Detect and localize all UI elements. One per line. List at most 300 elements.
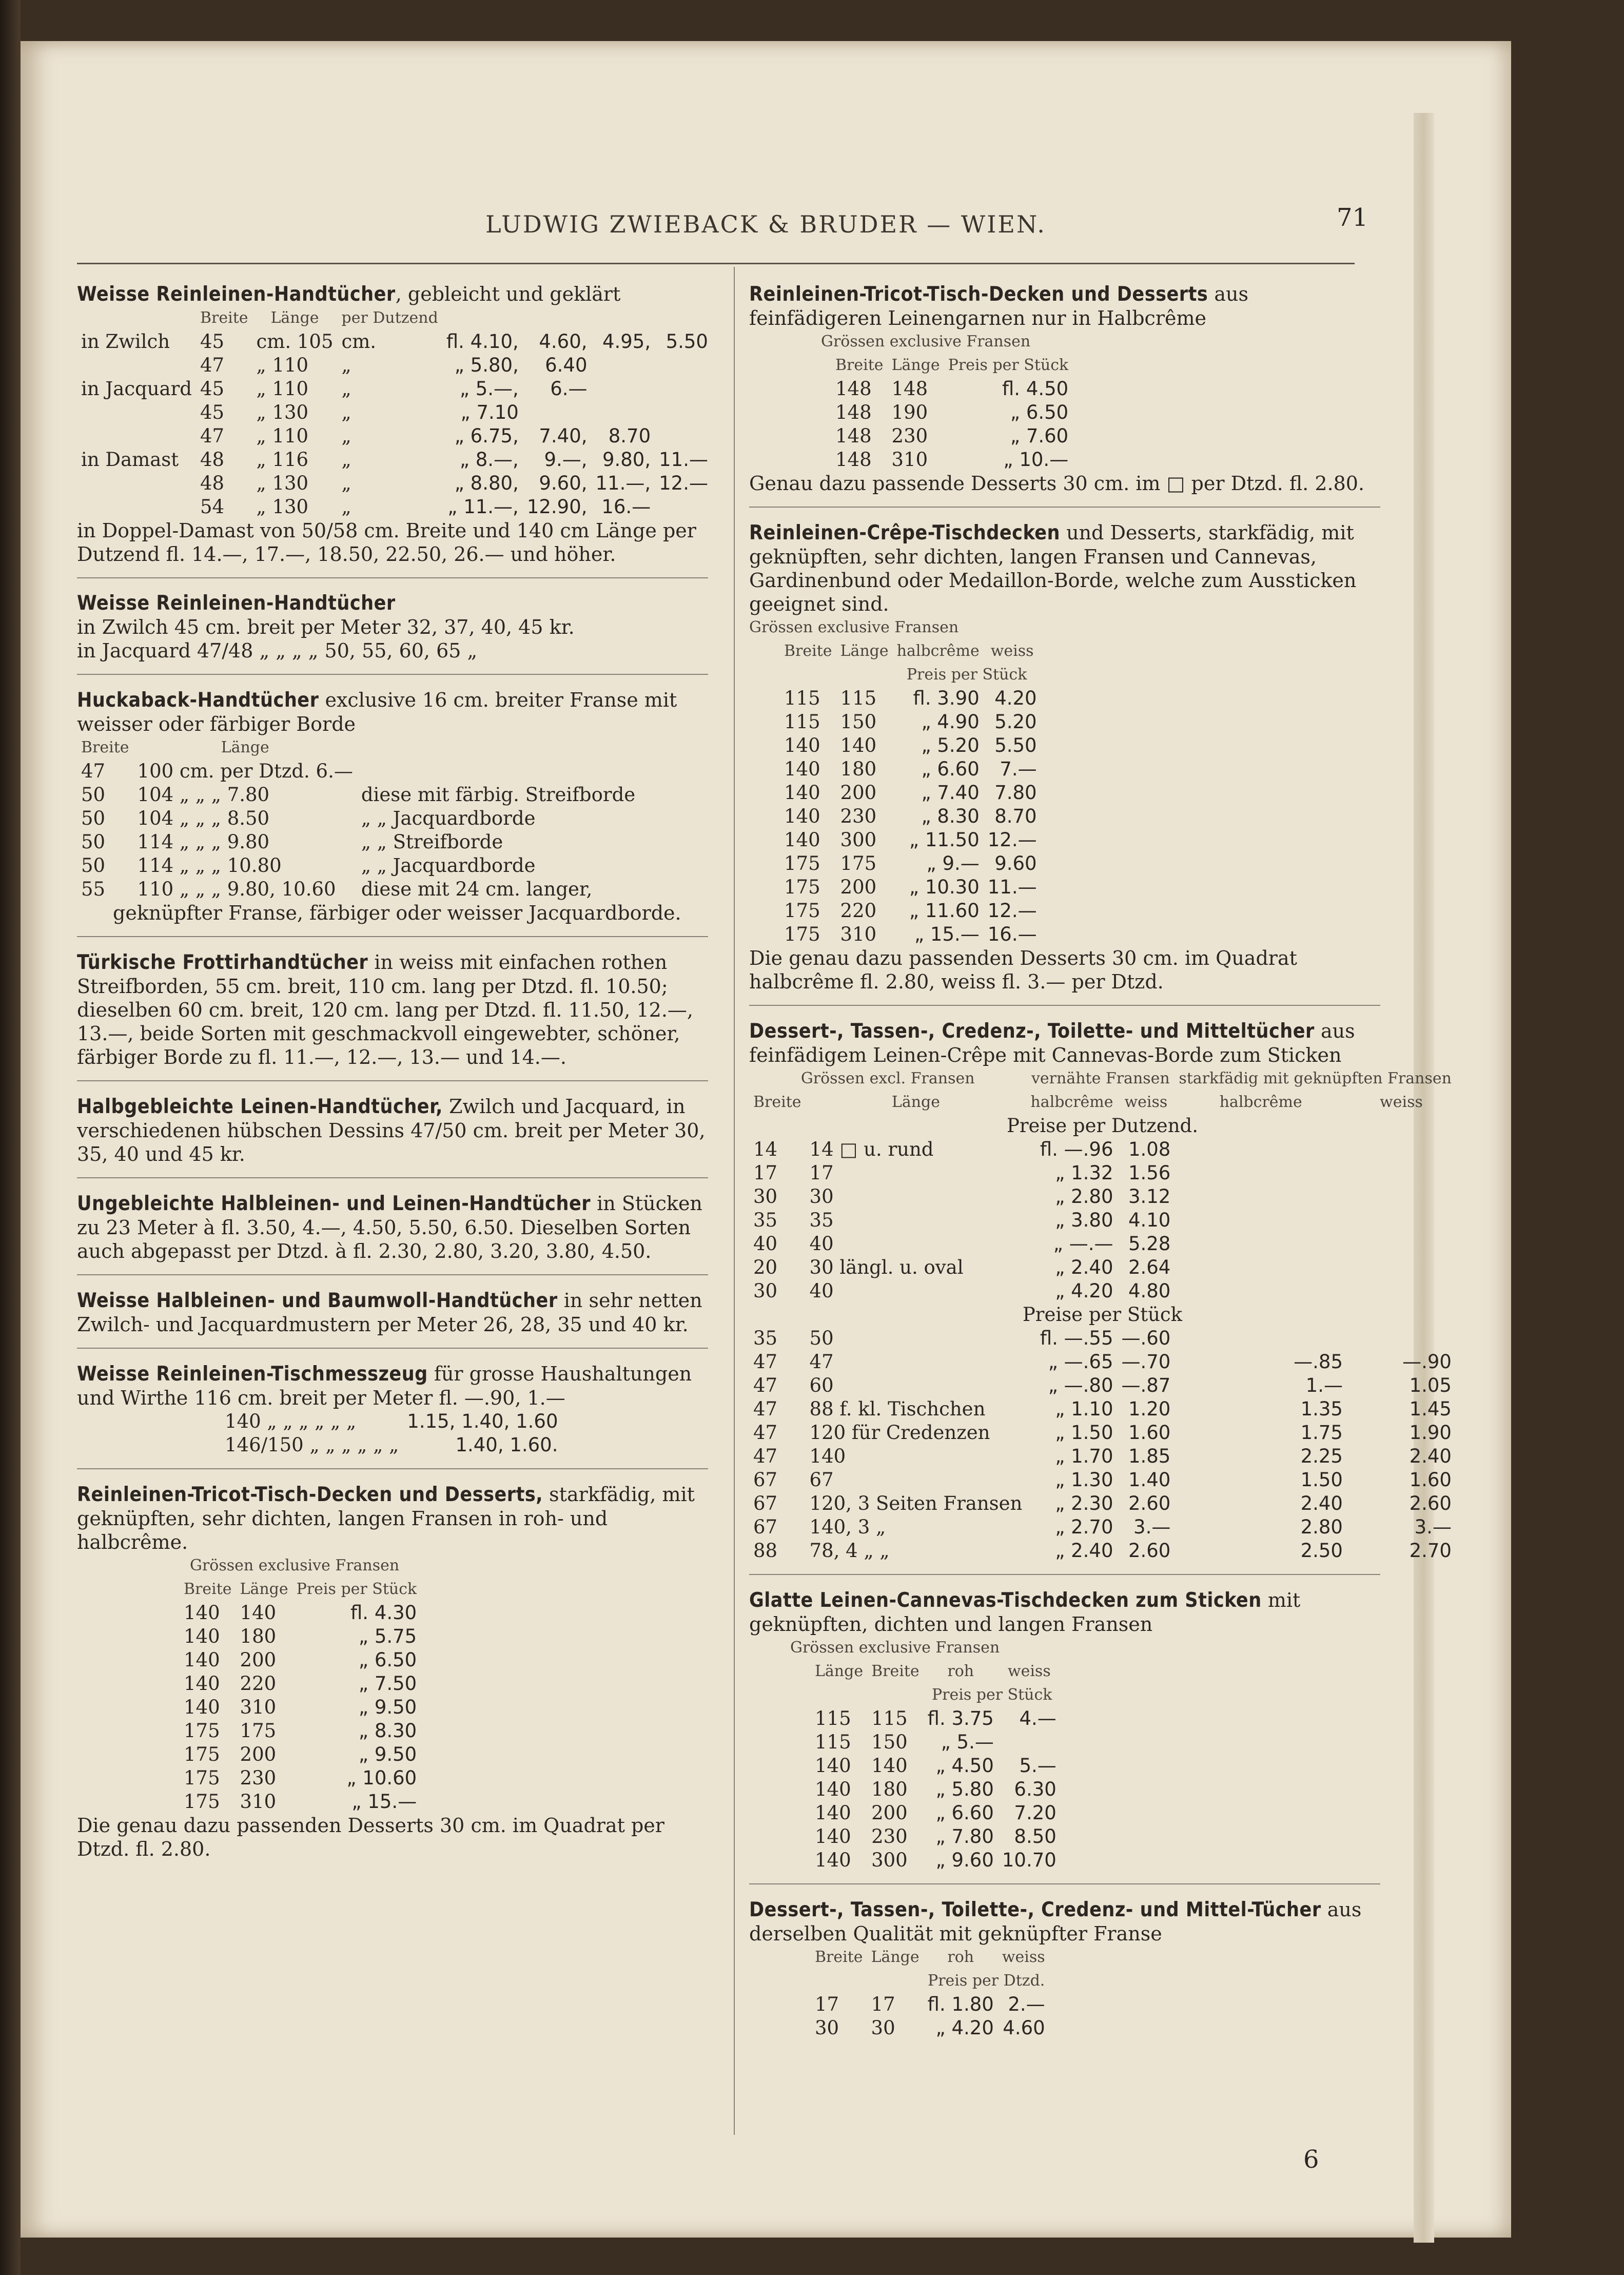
table-cell: „ —.— (1053, 1233, 1113, 1255)
table-cell: 9.60 (994, 852, 1037, 874)
table-cell: 47 (753, 1445, 778, 1467)
table-header (77, 306, 196, 330)
table-header: vernähte Fransen (1031, 1070, 1170, 1087)
table-row (749, 1421, 1456, 1445)
table-header: Länge (221, 738, 269, 756)
table-cell: „ 5.— (941, 1731, 994, 1753)
price-line: in Zwilch 45 cm. breit per Meter 32, 37, 40, 45 kr. (77, 616, 575, 638)
table-header: weiss (1124, 1093, 1168, 1111)
table-cell: 7.40, (539, 425, 588, 447)
section-dessert-tassen (749, 1019, 1452, 1575)
table-row (749, 1161, 1456, 1185)
table-cell: 148 (835, 378, 872, 400)
table-row (749, 1327, 1456, 1350)
table-cell: 140 (240, 1602, 277, 1624)
table-row (811, 1801, 1061, 1825)
table-cell: 47 (200, 354, 225, 376)
table-cell: 14 (753, 1138, 778, 1160)
table-cell (592, 354, 655, 377)
table-cell: „ 8.80, (454, 472, 519, 494)
table-cell: 148 (891, 378, 928, 400)
table-cell: 175 (784, 876, 820, 898)
table-row (780, 734, 1041, 757)
table-cell (655, 495, 712, 519)
table-caption: Preise per Dutzend. (1006, 1115, 1198, 1137)
group-label: in Damast (81, 449, 179, 471)
table-cell: „ 11.—, (447, 496, 519, 518)
table-cell: „ 2.40 (1055, 1540, 1113, 1562)
table-cell (836, 663, 893, 687)
table-caption: Grössen exclusive Fransen (821, 333, 1031, 351)
table-header: roh (947, 1948, 974, 1966)
table-cell: 5.50 (666, 330, 708, 353)
table-cell: 16.— (601, 496, 651, 518)
table-header-row (749, 1303, 1456, 1327)
table-cell: 140 (784, 829, 820, 851)
section-title: Glatte Leinen-Cannevas-Tischdecken zum Sticken (749, 1589, 1262, 1612)
table-cell: „ 5.75 (358, 1625, 417, 1647)
table-cell: „ 7.40 (921, 782, 980, 804)
section-subtitle: exclusive 16 cm. breiter Franse mit weisser oder färbiger Borde (77, 689, 677, 735)
table-cell: 47 (753, 1374, 778, 1396)
table-cell: „ 9.60 (935, 1849, 994, 1871)
table-cell (1347, 1138, 1456, 1161)
table-cell: 5.20 (994, 711, 1037, 733)
table-cell: 17 (753, 1162, 778, 1184)
table-cell (655, 377, 712, 401)
group-label (77, 401, 196, 424)
table-cell: „ (341, 425, 351, 447)
table-header: Breite (784, 642, 832, 660)
table-header: Breite (871, 1662, 919, 1680)
table-cell: 2.— (1008, 1993, 1045, 2015)
table-cell: „ 10.30 (909, 876, 980, 898)
table-cell (1175, 1138, 1347, 1161)
table-cell: 12.— (987, 900, 1037, 922)
table-cell: „ 6.60 (921, 758, 980, 780)
table-cell: 8.50 (1014, 1825, 1056, 1848)
table-cell: 2.25 (1300, 1445, 1343, 1467)
table-cell: 230 (840, 805, 877, 827)
table-cell: 175 (784, 852, 820, 874)
table-cell: 47 (753, 1398, 778, 1420)
table-header: Preis per Stück (906, 666, 1027, 684)
table-cell: 1.— (1305, 1374, 1343, 1396)
table-header: roh (947, 1662, 974, 1680)
table-cell: 2.60 (1128, 1540, 1171, 1562)
table-cell: „ 2.30 (1055, 1492, 1113, 1514)
section-halbgebleichte (77, 1095, 708, 1178)
table-cell: 175 (784, 900, 820, 922)
table-row (811, 1778, 1061, 1801)
table-cell: 9.60, (539, 472, 588, 494)
price-table (811, 1660, 1061, 1872)
section-title: Reinleinen-Crêpe-Tischdecken (749, 521, 1061, 545)
table-header: Breite (835, 356, 884, 374)
table-cell: 40 (809, 1280, 834, 1302)
table-cell: 104 „ „ „ 8.50 (137, 807, 270, 829)
section-note: Die genau dazu passenden Desserts 30 cm. im Quadrat per Dtzd. fl. 2.80. (77, 1814, 664, 1860)
table-cell: 100 cm. per Dtzd. 6.— (137, 760, 353, 782)
table-cell (655, 424, 712, 448)
table-cell: „ 5.80, (454, 354, 519, 376)
table-header: Länge (270, 309, 319, 327)
table-cell: 1.35 (1300, 1398, 1343, 1420)
section-reinleinen-handtuecher-meter (77, 592, 708, 675)
table-cell: 7.— (1000, 758, 1037, 780)
table-cell: 2.64 (1128, 1256, 1171, 1278)
table-cell: 1.50 (1300, 1469, 1343, 1491)
table-cell (867, 1683, 924, 1707)
section-mittel-tuecher (749, 1898, 1380, 2051)
table-cell: 148 (835, 401, 872, 423)
table-row (77, 401, 712, 424)
table-cell: „ 7.10 (460, 401, 519, 423)
table-cell: 140 (184, 1625, 220, 1647)
table-cell: cm. 105 (256, 330, 334, 353)
table-cell: „ 1.32 (1055, 1162, 1113, 1184)
table-cell: „ —.80 (1048, 1374, 1113, 1396)
table-cell: 200 (871, 1802, 908, 1824)
table-cell: 2.70 (1409, 1540, 1452, 1562)
section-weisse-reinleinen-handtuecher (77, 282, 708, 578)
table-cell: 114 „ „ „ 10.80 (137, 854, 282, 877)
table-cell (1347, 1232, 1456, 1256)
table-cell: 300 (871, 1849, 908, 1871)
table-cell: „ 6.75, (454, 425, 519, 447)
table-header: starkfädig mit geknüpften Fransen (1179, 1070, 1452, 1087)
table-cell: 4.— (1019, 1707, 1056, 1729)
table-cell: „ 130 (256, 472, 309, 494)
table-header-row (180, 1578, 421, 1601)
table-cell: fl. 4.10, (446, 330, 519, 353)
table-cell: 40 (753, 1233, 778, 1255)
table-header: Breite (184, 1580, 232, 1598)
table-cell: 140 (784, 734, 820, 756)
table-cell: 180 (871, 1778, 908, 1800)
table-cell: 180 (240, 1625, 277, 1647)
table-row (811, 1754, 1061, 1778)
table-cell: „ 130 (256, 496, 309, 518)
table-cell: „ 7.60 (1010, 425, 1069, 447)
table-cell: 140 (815, 1849, 851, 1871)
price-table (77, 736, 639, 901)
table-cell: 67 (809, 1469, 834, 1491)
table-header: Länge (891, 356, 940, 374)
table-cell: 190 (891, 401, 928, 423)
table-header: weiss (1007, 1662, 1051, 1680)
table-cell: 104 „ „ „ 7.80 (137, 784, 270, 806)
table-cell (867, 1969, 924, 1993)
group-label (77, 354, 196, 377)
table-cell: „ 11.50 (909, 829, 980, 851)
table-cell: 88 (753, 1540, 778, 1562)
table-cell: 1.40, 1.60. (455, 1434, 558, 1456)
table-row (749, 1397, 1456, 1421)
table-row (749, 1350, 1456, 1374)
table-row (780, 710, 1041, 734)
table-cell: 30 (753, 1185, 778, 1208)
table-cell: 48 (200, 472, 225, 494)
table-cell: 2.50 (1300, 1540, 1343, 1562)
table-header: halbcrême (896, 642, 980, 660)
table-row (749, 1185, 1456, 1209)
table-cell: „ 110 (256, 378, 309, 400)
table-cell: 50 (81, 831, 106, 853)
table-cell: 47 (753, 1422, 778, 1444)
table-cell: 140 (184, 1649, 220, 1671)
table-cell: 140 (784, 758, 820, 780)
table-cell (1347, 1256, 1456, 1279)
table-cell: 1.20 (1128, 1398, 1171, 1420)
table-cell: 175 (784, 923, 820, 945)
table-cell: 175 (184, 1743, 220, 1765)
table-cell: 140 (840, 734, 877, 756)
section-body: Zwilch und Jacquard, in verschiedenen hübschen Dessins 47/50 cm. breit per Meter 30, 35, 40 und 45 kr. (77, 1095, 706, 1165)
section-note: Genau dazu passende Desserts 30 cm. im □ per Dtzd. fl. 2.80. (749, 472, 1365, 495)
table-row (811, 1825, 1061, 1849)
table-cell: „ (341, 449, 351, 471)
table-cell: 47 (753, 1351, 778, 1373)
table-cell: fl. 3.90 (913, 687, 980, 709)
table-row (780, 805, 1041, 828)
table-cell: 55 (81, 878, 106, 900)
table-cell: „ (341, 354, 351, 376)
table-cell (811, 1683, 867, 1707)
section-title: Türkische Frottirhandtücher (77, 951, 368, 974)
table-cell (655, 401, 712, 424)
table-cell: 30 (809, 1185, 834, 1208)
table-row (811, 1993, 1049, 2016)
table-cell: 4.80 (1128, 1280, 1171, 1302)
table-header: Preis per Stück (931, 1686, 1052, 1704)
right-column (749, 282, 1452, 2065)
table-row (749, 1279, 1456, 1303)
table-caption: Grössen exclusive Fransen (790, 1639, 1000, 1657)
table-header-row (77, 306, 712, 330)
table-cell (780, 663, 836, 687)
table-row (749, 1515, 1456, 1539)
table-header: halbcrême (1219, 1093, 1302, 1111)
section-body: in weiss mit einfachen rothen Streifborden, 55 cm. breit, 110 cm. lang per Dtzd. fl. 10.50; dieselben 60 cm. breit, 120 cm. lang per Dtzd. fl. 11.50, 12.—, 13.—, beide Sorten mit geschmackvoll eingewebter, schöner, färbiger Borde zu fl. 11.—, 12.—, 13.— und 14.—. (77, 951, 693, 1068)
table-cell: 175 (184, 1720, 220, 1742)
header-rule (77, 263, 1355, 264)
table-cell: 140 (809, 1445, 846, 1467)
section-huckaback (77, 688, 708, 937)
table-cell: 88 f. kl. Tischchen (809, 1398, 986, 1420)
table-cell: 60 (809, 1374, 834, 1396)
table-cell: 14 □ u. rund (809, 1138, 934, 1160)
section-subtitle: , gebleicht und geklärt (395, 283, 621, 305)
table-cell: „ 2.80 (1055, 1185, 1113, 1208)
table-cell: „ 5.20 (921, 734, 980, 756)
table-cell: —.90 (1402, 1351, 1452, 1373)
table-header-row (811, 1946, 1049, 1969)
table-cell: 45 (200, 330, 225, 353)
table-row (77, 354, 712, 377)
table-caption: Preise per Stück (1022, 1304, 1183, 1326)
table-cell: 6.30 (1014, 1778, 1056, 1800)
section-tricot-feinfaedig (749, 282, 1380, 508)
table-cell (1347, 1185, 1456, 1209)
section-title: Huckaback-Handtücher (77, 689, 319, 712)
table-cell: —.85 (1294, 1351, 1343, 1373)
table-cell: 140 „ „ „ „ „ „ (225, 1410, 357, 1432)
table-header: Länge (840, 642, 889, 660)
table-cell: 310 (240, 1791, 277, 1813)
price-table (811, 1946, 1049, 2040)
group-label: in Zwilch (81, 330, 170, 353)
section-note: Die genau dazu passenden Desserts 30 cm. im Quadrat halbcrême fl. 2.80, weiss fl. 3.— per Dtzd. (749, 947, 1297, 993)
table-row (221, 1433, 562, 1457)
table-cell (1347, 1209, 1456, 1232)
table-cell: 175 (840, 852, 877, 874)
table-row (749, 1374, 1456, 1397)
table-cell: 17 (815, 1993, 839, 2015)
table-cell: 4.20 (994, 687, 1037, 709)
table-cell: 4.10 (1128, 1209, 1171, 1231)
table-cell: fl. 4.30 (350, 1602, 417, 1624)
table-cell: 140 (815, 1802, 851, 1824)
table-cell: 120 für Credenzen (809, 1422, 990, 1444)
table-cell (1347, 1279, 1456, 1303)
table-header: Länge (815, 1662, 864, 1680)
table-caption: Grössen exclusive Fransen (749, 618, 959, 636)
table-cell: „ 4.20 (935, 2017, 994, 2039)
table-cell: 35 (809, 1209, 834, 1231)
table-cell: „ 110 (256, 425, 309, 447)
table-cell: 10.70 (1002, 1849, 1056, 1871)
table-cell: 175 (184, 1791, 220, 1813)
table-cell: 220 (240, 1673, 277, 1695)
table-header: Breite (815, 1948, 863, 1966)
table-cell: 1.60 (1128, 1422, 1171, 1444)
table-cell: 8.70 (994, 805, 1037, 827)
table-header: Preis per Stück (296, 1580, 417, 1598)
table-header: Preis per Stück (948, 356, 1069, 374)
table-cell: „ 5.—, (459, 378, 519, 400)
section-tricot-tischdecken (77, 1483, 708, 1872)
table-cell: 140, 3 „ (809, 1516, 886, 1538)
table-cell: 6.— (550, 378, 588, 400)
table-cell: „ 9.50 (358, 1696, 417, 1718)
table-cell: 140 (184, 1673, 220, 1695)
table-cell (655, 354, 712, 377)
table-row (180, 1601, 421, 1625)
table-cell: 45 (200, 401, 225, 423)
section-title: Weisse Halbleinen- und Baumwoll-Handtücher (77, 1289, 558, 1312)
table-row (77, 878, 639, 901)
table-row (749, 1468, 1456, 1492)
table-cell: „ „ Jacquardborde (361, 807, 536, 829)
table-cell: 175 (240, 1720, 277, 1742)
table-row (77, 854, 639, 878)
table-cell: „ 1.10 (1055, 1398, 1113, 1420)
table-row (180, 1625, 421, 1648)
table-row (831, 448, 1072, 472)
table-row (77, 472, 712, 495)
group-label: in Jacquard (81, 378, 192, 400)
table-cell: 47 (200, 425, 225, 447)
table-cell: „ 1.30 (1055, 1469, 1113, 1491)
table-header: Breite (81, 738, 129, 756)
table-row (780, 687, 1041, 710)
table-row (77, 330, 712, 354)
table-row (749, 1138, 1456, 1161)
table-cell: 230 (891, 425, 928, 447)
table-cell: „ „ Jacquardborde (361, 854, 536, 877)
section-body: aus feinfädigem Leinen-Crêpe mit Cannevas-Borde zum Sticken (749, 1020, 1355, 1066)
table-header: Länge (891, 1093, 941, 1111)
table-row (831, 377, 1072, 401)
table-cell: 110 „ „ „ 9.80, 10.60 (137, 878, 336, 900)
table-cell: 3.— (1414, 1516, 1452, 1538)
table-cell: 310 (891, 449, 928, 471)
table-row (221, 1410, 562, 1433)
table-cell: diese mit 24 cm. langer, (361, 878, 593, 900)
table-cell: 1.15, 1.40, 1.60 (407, 1410, 558, 1432)
table-cell: 5.50 (994, 734, 1037, 756)
table-cell (357, 760, 639, 783)
table-caption: Grössen excl. Fransen (800, 1070, 975, 1087)
table-cell: „ 9.— (926, 852, 980, 874)
table-row (811, 1730, 1061, 1754)
table-row (831, 424, 1072, 448)
table-cell: 3.12 (1128, 1185, 1171, 1208)
table-header: Breite (753, 1093, 801, 1111)
section-title: Weisse Reinleinen-Handtücher (77, 283, 396, 306)
table-cell: 54 (200, 496, 225, 518)
table-row (77, 448, 712, 472)
table-row (831, 401, 1072, 424)
table-cell: 114 „ „ „ 9.80 (137, 831, 270, 853)
section-body: aus feinfädigeren Leinengarnen nur in Halbcrême (749, 283, 1248, 329)
table-cell: 140 (815, 1825, 851, 1848)
table-cell: „ 7.50 (358, 1673, 417, 1695)
section-body: in Stücken zu 23 Meter à fl. 3.50, 4.—, 4.50, 5.50, 6.50. Dieselben Sorten auch abgepasst per Dtzd. à fl. 2.30, 2.80, 3.20, 3.80, 4.50. (77, 1192, 702, 1262)
table-cell: 5.28 (1128, 1233, 1171, 1255)
table-cell: 1.45 (1409, 1398, 1452, 1420)
section-ungebleichte (77, 1192, 708, 1275)
table-cell: 30 (815, 2017, 839, 2039)
table-cell: —.60 (1121, 1327, 1171, 1349)
table-cell: 115 (871, 1707, 908, 1729)
price-table (180, 1578, 421, 1814)
table-cell: 40 (809, 1233, 834, 1255)
section-title: Dessert-, Tassen-, Toilette-, Credenz- und Mittel-Tücher (749, 1898, 1321, 1921)
table-cell: 48 (200, 449, 225, 471)
table-row (780, 757, 1041, 781)
table-row (749, 1209, 1456, 1232)
table-cell: „ 4.50 (935, 1755, 994, 1777)
table-cell: 115 (815, 1707, 851, 1729)
table-row (180, 1648, 421, 1672)
section-cannevas-tischdecken (749, 1588, 1380, 1884)
table-cell: 7.20 (1014, 1802, 1056, 1824)
table-cell: „ (341, 401, 351, 423)
table-row (180, 1696, 421, 1719)
table-row (811, 1849, 1061, 1872)
table-caption: Grössen exclusive Fransen (190, 1557, 400, 1574)
table-cell: 140 (184, 1602, 220, 1624)
section-title: Ungebleichte Halbleinen- und Leinen-Handtücher (77, 1192, 591, 1215)
table-header: weiss (1380, 1093, 1423, 1111)
table-cell: 146/150 „ „ „ „ „ „ (225, 1434, 399, 1456)
table-cell: 310 (240, 1696, 277, 1718)
table-cell: 2.40 (1409, 1445, 1452, 1467)
table-cell: 1.08 (1128, 1138, 1171, 1160)
table-cell: „ 10.— (1003, 449, 1069, 471)
